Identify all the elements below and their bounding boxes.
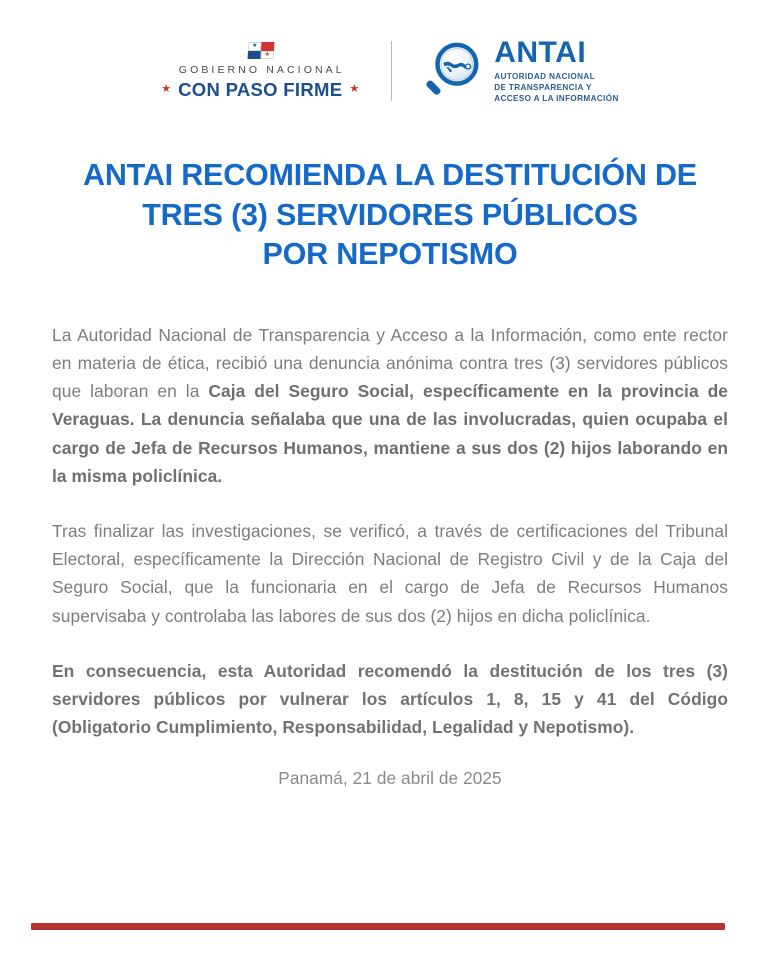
antai-wordmark: ANTAI bbox=[494, 35, 587, 69]
page-title bbox=[0, 92, 780, 275]
footer-accent-rule bbox=[31, 923, 725, 930]
star-right-icon: ★ bbox=[349, 83, 360, 95]
panama-flag-icon: ★ ★ bbox=[248, 42, 275, 59]
antai-subtitle bbox=[494, 71, 619, 105]
body-paragraph-1 bbox=[52, 321, 728, 490]
body-paragraph-1-plain: La Autoridad Nacional de Transparencia y Acceso a la Información, como ente rector en materia de ética, recibió una denuncia anónima contra tres (3) servidores públicos que laboran en la bbox=[52, 324, 728, 402]
antai-subtitle-line-3: ACCESO A LA INFORMACIÓN bbox=[494, 94, 619, 104]
star-left-icon: ★ bbox=[161, 83, 172, 95]
antai-wordmark-block bbox=[494, 35, 619, 105]
antai-logo bbox=[414, 35, 619, 105]
gobierno-nacional-logo bbox=[161, 42, 369, 101]
page-title-line-3: POR NEPOTISMO bbox=[262, 237, 518, 272]
page-title-line-2: TRES (3) SERVIDORES PÚBLICOS bbox=[142, 197, 638, 232]
body-paragraph-2: Tras finalizar las investigaciones, se verificó, a través de certificaciones del Tribunal Electoral, específicamente la Dirección Nacional de Registro Civil y de la Caja del Seguro Social, que la funcionaria en el cargo de Jefa de Recursos Humanos supervisaba y controlaba las labores de sus dos (2) hijos en dicha policlínica. bbox=[52, 521, 728, 626]
gobierno-nacional-label: GOBIERNO NACIONAL bbox=[178, 63, 345, 76]
antai-subtitle-line-2: DE TRANSPARENCIA Y bbox=[494, 82, 592, 92]
document-body bbox=[0, 321, 780, 741]
body-paragraph-3: En consecuencia, esta Autoridad recomendó la destitución de los tres (3) servidores públicos por vulnerar los artículos 1, 8, 15 y 41 del Código (Obligatorio Cumplimiento, Responsabilidad, Legalidad y Nepotismo). bbox=[52, 660, 728, 738]
con-paso-firme-lockup bbox=[161, 79, 359, 101]
magnifier-panama-map-icon bbox=[422, 40, 484, 102]
header-divider bbox=[391, 41, 392, 101]
page-title-line-1: ANTAI RECOMIENDA LA DESTITUCIÓN DE bbox=[83, 158, 697, 192]
document-header bbox=[0, 0, 780, 104]
con-paso-firme-label: CON PASO FIRME bbox=[178, 78, 343, 100]
dateline: Panamá, 21 de abril de 2025 bbox=[278, 768, 502, 789]
antai-subtitle-line-1: AUTORIDAD NACIONAL bbox=[494, 71, 595, 81]
body-paragraph-1-emphasis: Caja del Seguro Social, específicamente en la provincia de Veraguas. La denuncia señalaba que una de las involucradas, quien ocupaba el cargo de Jefa de Recursos Humanos, mantiene a sus dos (2) hijos laborando en la misma policlínica. bbox=[52, 381, 729, 486]
